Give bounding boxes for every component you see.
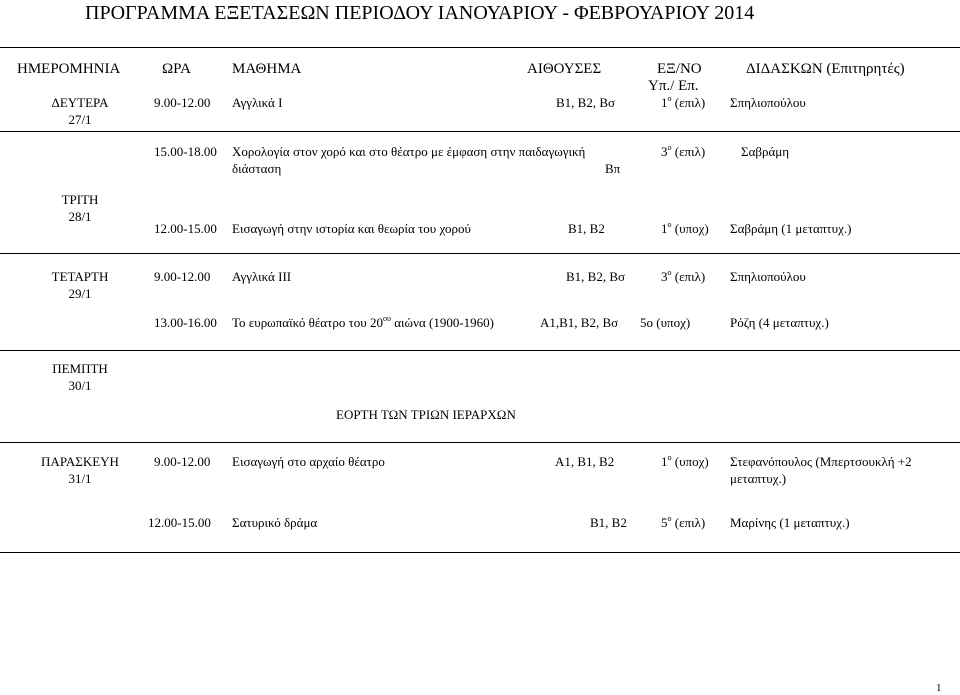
day-date: 28/1 xyxy=(68,209,92,224)
day-date: 30/1 xyxy=(68,378,92,393)
exam-time: 9.00-12.00 xyxy=(154,95,211,110)
exam-teacher: Σαβράμη (1 μεταπτυχ.) xyxy=(730,221,852,236)
exam-course: Χορολογία στον χορό και στο θέατρο με έμφαση στην παιδαγωγική xyxy=(232,144,586,159)
exam-rooms: Α1,Β1, Β2, Βσ xyxy=(540,315,619,330)
exam-semester: $5^o$ (επιλ) xyxy=(661,514,706,530)
rule-day4 xyxy=(0,442,960,443)
rule-day3 xyxy=(0,350,960,351)
exam-time: 9.00-12.00 xyxy=(154,454,211,469)
day-name: ΠΑΡΑΣΚΕΥΗ xyxy=(41,454,119,469)
holiday-label: ΕΟΡΤΗ ΤΩΝ ΤΡΙΩΝ ΙΕΡΑΡΧΩΝ xyxy=(336,407,516,422)
exam-semester: $3^o$ (επιλ) xyxy=(661,268,706,284)
exam-semester: 5ο (υποχ) xyxy=(640,315,691,330)
exam-rooms: Β1, Β2, Βσ xyxy=(566,269,626,284)
exam-teacher: Ρόζη (4 μεταπτυχ.) xyxy=(730,315,829,330)
exam-semester: $1^o$ (υποχ) xyxy=(661,453,709,469)
exam-course: Το ευρωπαϊκό θέατρο του $20^{o\upsilon}$ αιώνα (1900-1960) xyxy=(232,314,495,330)
rule-header-top xyxy=(0,47,960,48)
exam-time: 15.00-18.00 xyxy=(154,144,217,159)
exam-course-cont: διάσταση xyxy=(232,161,282,176)
day-date: 31/1 xyxy=(68,471,92,486)
exam-rooms: Β1, Β2 xyxy=(590,515,627,530)
rule-day2 xyxy=(0,253,960,254)
header-teachers: ΔΙΔΑΣΚΩΝ (Επιτηρητές) xyxy=(746,61,905,77)
header-course: ΜΑΘΗΜΑ xyxy=(232,61,302,77)
exam-rooms: Α1, Β1, Β2 xyxy=(555,454,615,469)
exam-time: 13.00-16.00 xyxy=(154,315,217,330)
exam-semester: $3^o$ (επιλ) xyxy=(661,143,706,159)
exam-time: 9.00-12.00 xyxy=(154,269,211,284)
rule-day5 xyxy=(0,552,960,553)
exam-time: 12.00-15.00 xyxy=(148,515,211,530)
exam-teacher-cont: μεταπτυχ.) xyxy=(730,471,787,486)
exam-teacher: Σπηλιοπούλου xyxy=(730,269,806,284)
exam-semester: $1^o$ (υποχ) xyxy=(661,220,709,236)
day-date: 29/1 xyxy=(68,286,92,301)
exam-teacher: Στεφανόπουλος (Μπερτσουκλή +2 xyxy=(730,454,912,469)
page-title: ΠΡΟΓΡΑΜΜΑ ΕΞΕΤΑΣΕΩΝ ΠΕΡΙΟΔΟΥ ΙΑΝΟΥΑΡΙΟΥ - ΦΕΒΡΟΥΑΡΙΟΥ 2014 xyxy=(85,2,755,24)
exam-semester: $1^o$ (επιλ) xyxy=(661,94,706,110)
header-date: ΗΜΕΡΟΜΗΝΙΑ xyxy=(17,61,121,77)
exam-teacher: Μαρίνης (1 μεταπτυχ.) xyxy=(730,515,850,530)
day-name: ΠΕΜΠΤΗ xyxy=(52,361,108,376)
exam-rooms: Βπ xyxy=(605,161,621,176)
exam-course: Αγγλικά Ι xyxy=(232,95,283,110)
day-date: 27/1 xyxy=(68,112,92,127)
exam-course: Εισαγωγή στην ιστορία και θεωρία του χορού xyxy=(232,221,471,236)
header-rooms: ΑΙΘΟΥΣΕΣ xyxy=(527,61,602,77)
header-semester-type: Υπ./ Επ. xyxy=(648,78,699,94)
exam-course: Αγγλικά ΙΙΙ xyxy=(232,269,292,284)
page-number: 1 xyxy=(936,682,942,694)
header-time: ΩΡΑ xyxy=(162,61,191,77)
header-semester: ΕΞ/ΝΟ xyxy=(657,61,702,77)
exam-course: Σατυρικό δράμα xyxy=(232,515,318,530)
exam-course: Εισαγωγή στο αρχαίο θέατρο xyxy=(232,454,385,469)
exam-rooms: Β1, Β2, Βσ xyxy=(556,95,616,110)
exam-rooms: Β1, Β2 xyxy=(568,221,605,236)
day-name: ΤΡΙΤΗ xyxy=(61,192,99,207)
rule-day1 xyxy=(0,131,960,132)
day-name: ΔΕΥΤΕΡΑ xyxy=(51,95,109,110)
exam-teacher: Σπηλιοπούλου xyxy=(730,95,806,110)
day-name: ΤΕΤΑΡΤΗ xyxy=(51,269,109,284)
exam-teacher: Σαβράμη xyxy=(741,144,790,159)
exam-time: 12.00-15.00 xyxy=(154,221,217,236)
